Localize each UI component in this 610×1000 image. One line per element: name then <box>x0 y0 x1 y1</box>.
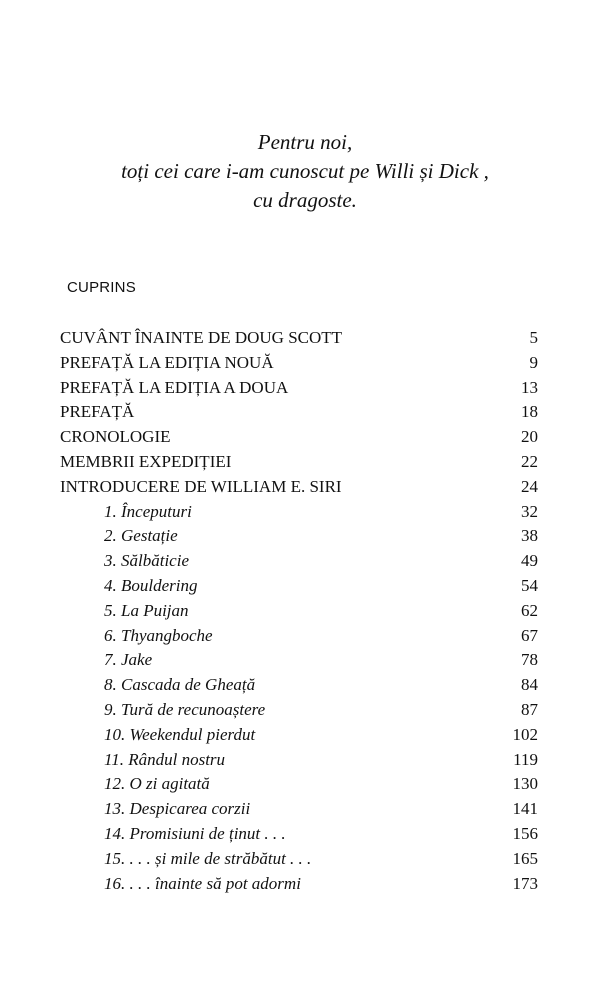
toc-entry-title: 4. Bouldering <box>104 575 198 595</box>
toc-entry <box>60 450 538 475</box>
toc-entry-title: 12. O zi agitată <box>104 774 210 794</box>
toc-entry <box>60 425 538 450</box>
toc-entry-page-number: 9 <box>529 352 538 372</box>
toc-entry <box>60 797 538 822</box>
dedication-line: cu dragoste. <box>253 188 357 212</box>
toc-entry-title: CUVÂNT ÎNAINTE DE DOUG SCOTT <box>60 328 343 347</box>
dedication-line: toți cei care i-am cunoscut pe Willi și Dick , <box>121 159 489 183</box>
toc-entry-page-number: 20 <box>521 427 538 447</box>
toc-entry-page-number: 5 <box>529 328 538 347</box>
toc-entry <box>60 648 538 673</box>
toc-entry-title: 3. Sălbăticie <box>104 551 189 571</box>
toc-entry-page-number: 173 <box>512 873 538 893</box>
toc-entry <box>60 524 538 549</box>
toc-entry-title: 1. Începuturi <box>104 501 192 521</box>
toc-entry-title: 7. Jake <box>104 650 153 670</box>
toc-entry-title: 5. La Puijan <box>104 600 189 620</box>
toc-entry-page-number: 49 <box>521 551 538 571</box>
toc-entry-title: 10. Weekendul pierdut <box>104 724 256 744</box>
toc-entry-title: PREFAȚĂ <box>60 402 135 422</box>
toc-entry <box>60 574 538 599</box>
toc-entry-title: 13. Despicarea corzii <box>104 799 251 819</box>
toc-entry-title: PREFAȚĂ LA EDIȚIA A DOUA <box>60 377 289 397</box>
toc-entry <box>60 673 538 698</box>
toc-heading: CUPRINS <box>67 279 136 296</box>
toc-entry <box>60 549 538 574</box>
toc-entry-title: 9. Tură de recunoaștere <box>104 699 266 719</box>
table-of-contents <box>60 326 538 896</box>
toc-entry-page-number: 84 <box>521 675 538 695</box>
toc-entry <box>60 822 538 847</box>
dedication <box>0 128 610 215</box>
toc-entry-title: PREFAȚĂ LA EDIȚIA NOUĂ <box>60 352 274 372</box>
toc-entry-title: 15. . . . și mile de străbătut . . . <box>104 848 312 868</box>
toc-entry-title: CRONOLOGIE <box>60 427 171 447</box>
toc-entry <box>60 698 538 723</box>
toc-entry-page-number: 102 <box>512 724 538 744</box>
toc-entry-page-number: 67 <box>521 625 538 645</box>
toc-entry <box>60 872 538 897</box>
toc-entry-page-number: 62 <box>521 600 538 620</box>
toc-entry-page-number: 24 <box>521 476 538 496</box>
toc-entry-page-number: 165 <box>512 848 538 868</box>
toc-entry-page-number: 119 <box>513 749 538 769</box>
toc-entry-page-number: 32 <box>521 501 538 521</box>
toc-entry <box>60 475 538 500</box>
toc-entry <box>60 723 538 748</box>
toc-entry-page-number: 22 <box>521 451 538 471</box>
toc-entry-page-number: 13 <box>521 377 538 397</box>
toc-entry-page-number: 54 <box>521 575 538 595</box>
toc-entry <box>60 847 538 872</box>
toc-entry <box>60 772 538 797</box>
toc-entry-title: 2. Gestație <box>104 526 178 546</box>
toc-entry <box>60 624 538 649</box>
toc-entry-title: INTRODUCERE DE WILLIAM E. SIRI <box>60 476 342 496</box>
toc-entry-title: 8. Cascada de Gheață <box>104 675 256 695</box>
toc-entry <box>60 748 538 773</box>
toc-entry-title: MEMBRII EXPEDIȚIEI <box>60 451 232 471</box>
toc-entry-page-number: 18 <box>521 402 538 422</box>
toc-entry-title: 11. Rândul nostru <box>104 749 226 769</box>
toc-entry <box>60 326 538 351</box>
dedication-line: Pentru noi, <box>257 130 353 154</box>
toc-entry <box>60 376 538 401</box>
toc-entry-page-number: 78 <box>521 650 538 670</box>
toc-entry-page-number: 141 <box>512 799 538 819</box>
toc-entry-title: 16. . . . înainte să pot adormi <box>104 873 301 893</box>
toc-entry-page-number: 156 <box>512 823 538 843</box>
toc-entry <box>60 400 538 425</box>
toc-entry-page-number: 87 <box>521 699 538 719</box>
toc-entry-page-number: 130 <box>512 774 538 794</box>
toc-entry-page-number: 38 <box>521 526 538 546</box>
toc-entry-title: 6. Thyangboche <box>104 625 213 645</box>
toc-entry <box>60 351 538 376</box>
toc-entry-title: 14. Promisiuni de ținut . . . <box>104 823 286 843</box>
toc-entry <box>60 599 538 624</box>
toc-entry <box>60 500 538 525</box>
